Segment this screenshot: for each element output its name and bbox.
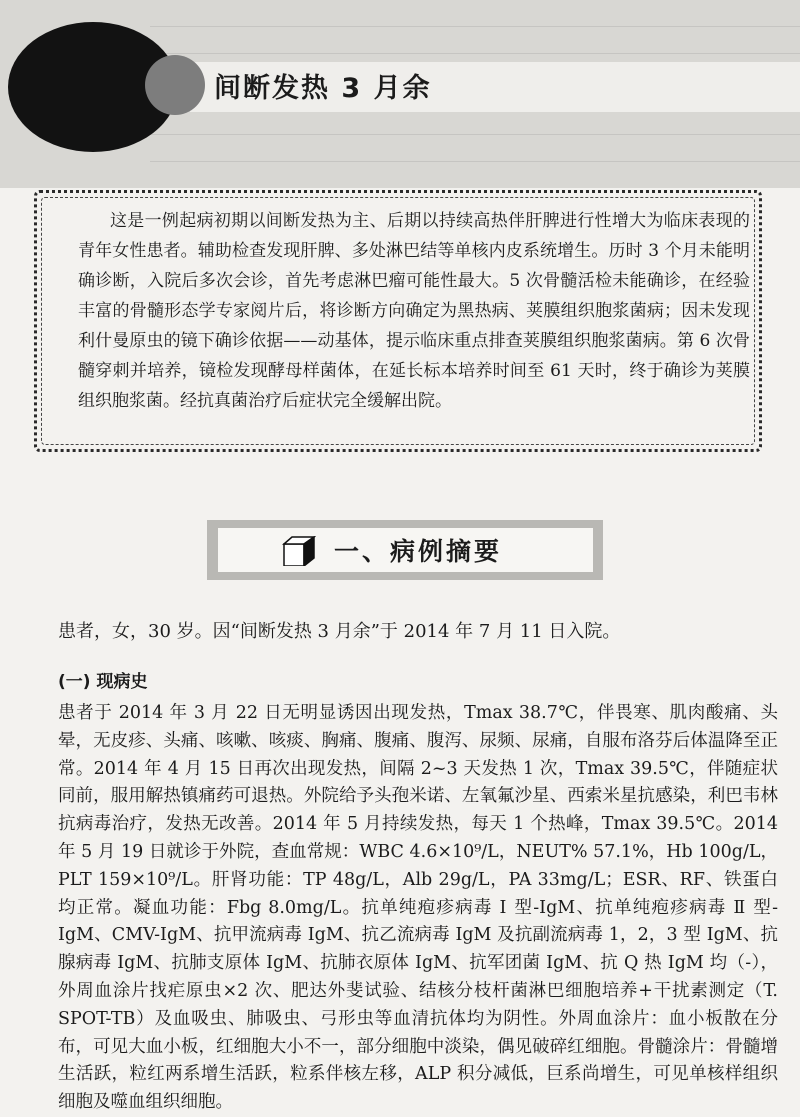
section-title: 一、病例摘要 [334, 537, 503, 566]
present-illness-text: 患者于 2014 年 3 月 22 日无明显诱因出现发热，Tmax 38.7℃，伴畏寒、肌肉酸痛、头晕，无皮疹、头痛、咳嗽、咳痰、胸痛、腹痛、腹泻、尿频、尿痛，自服布洛芬后体温降至正常。2014 年 4 月 15 日再次出现发热，间隔 2~3 天发热 1 次，Tmax 39.5℃，伴随症状同前，服用解热镇痛药可退热。外院给予头孢米诺、左氧氟沙星、西索米星抗感染，利巴韦林抗病毒治疗，发热无改善。2014 年 5 月持续发热，每天 1 个热峰，Tmax 39.5℃。2014 年 5 月 19 日就诊于外院，查血常规：WBC 4.6×10⁹/L，NEUT% 57.1%，Hb 100g/L，PLT 159×10⁹/L。肝肾功能：TP 48g/L，Alb 29g/L，PA 33mg/L；ESR、RF、铁蛋白均正常。凝血功能：Fbg 8.0mg/L。抗单纯疱疹病毒 Ⅰ 型-IgM、抗单纯疱疹病毒 Ⅱ 型-IgM、CMV-IgM、抗甲流病毒 IgM、抗乙流病毒 IgM 及抗副流病毒 1，2，3 型 IgM、抗腺病毒 IgM、抗肺支原体 IgM、抗肺衣原体 IgM、抗军团菌 IgM、抗 Q 热 IgM 均（-），外周血涂片找疟原虫×2 次、肥达外斐试验、结核分枝杆菌淋巴细胞培养+干扰素测定（T. SPOT-TB）及血吸虫、肺吸虫、弓形虫等血清抗体均为阴性。外周血涂片：血小板散在分布，可见大血小板，红细胞大小不一，部分细胞中淡染，偶见破碎红细胞。骨髓涂片：骨髓增生活跃，粒红两系增生活跃，粒系伴核左移，ALP 积分减低，巨系尚增生，可见单核样组织细胞及噬血组织细胞。 [58, 703, 778, 1113]
summary-text: 这是一例起病初期以间断发热为主、后期以持续高热伴肝脾进行性增大为临床表现的青年女性患者。辅助检查发现肝脾、多处淋巴结等单核内皮系统增生。历时 3 个月未能明确诊断，入院后多次会诊，首先考虑淋巴瘤可能性最大。5 次骨髓活检未能确诊，在经验丰富的骨髓形态学专家阅片后，将诊断方向确定为黑热病、荚膜组织胞浆菌病；因未发现利什曼原虫的镜下确诊依据——动基体，提示临床重点排查荚膜组织胞浆菌病。第 6 次骨髓穿刺并培养，镜检发现酵母样菌体，在延长标本培养时间至 61 天时，终于确诊为荚膜组织胞浆菌。经抗真菌治疗后症状完全缓解出院。 [78, 211, 750, 411]
chapter-title: 间断发热 3 月余 [214, 73, 432, 104]
cube-icon [282, 536, 316, 566]
subsection-title: (一) 现病史 [58, 672, 148, 692]
patient-intro: 患者，女，30 岁。因“间断发热 3 月余”于 2014 年 7 月 11 日入院。 [58, 621, 621, 642]
decorative-circle-small [145, 55, 205, 115]
